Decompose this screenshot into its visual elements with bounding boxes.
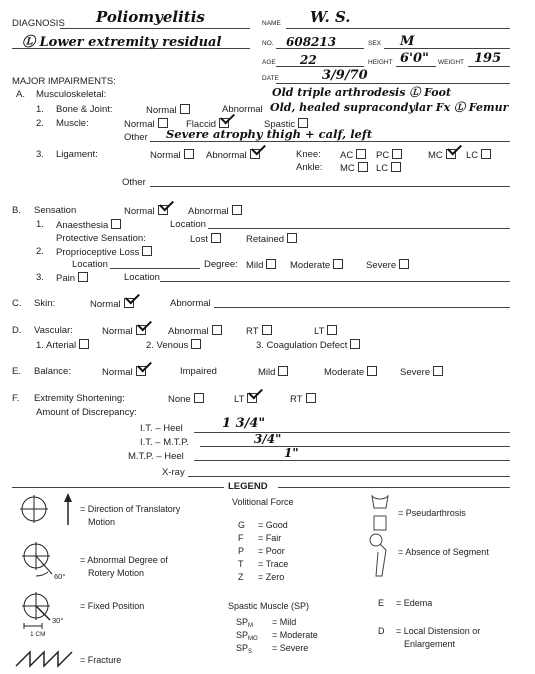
force-key: T [238,559,244,569]
force-value: = Good [258,520,288,530]
it-mtp-label: I.T. – M.T.P. [140,437,189,448]
no-label: NO. [262,40,274,47]
pain-location-label: Location [124,272,160,283]
lig-normal: Normal [150,149,194,161]
degree-severe: Severe [366,259,409,271]
force-value: = Fair [258,533,282,543]
cm-label: 1 CM [30,631,46,638]
bone-num: 1. [36,104,44,115]
force-key: Z [238,572,244,582]
protective-retained: Retained [246,233,297,245]
balance-severe: Severe [400,366,443,378]
absence-of-segment-icon [366,532,396,580]
sp-mild-key: $SP_M$ [236,617,254,629]
sensation-normal: Normal [124,205,168,217]
skin-label: Skin: [34,298,56,309]
ligament-label: Ligament: [56,149,98,160]
pain-checkbox[interactable] [78,272,88,282]
d-letter: D. [12,325,22,336]
vascular-abnormal-checkbox[interactable] [212,325,222,335]
bone-note1: Old triple arthrodesis Ⓛ Foot [272,86,452,99]
ankle-mc-checkbox[interactable] [358,162,368,172]
other2-label: Other [122,177,146,188]
deg30-label: 30° [52,616,64,625]
date-label: DATE [262,75,279,82]
force-key: G [238,520,246,530]
degree-mild-checkbox[interactable] [266,259,276,269]
anaesthesia: Anaesthesia [56,219,121,231]
rotary-text1: = Abnormal Degree of [80,555,168,565]
retained-checkbox[interactable] [287,233,297,243]
degree-severe-checkbox[interactable] [399,259,409,269]
degree-moderate: Moderate [290,259,343,271]
shortening-lt-checkbox[interactable] [247,393,257,403]
shortening-rt: RT [290,393,316,405]
sensation-label: Sensation [34,205,77,216]
sp-severe-key: $SP_S$ [236,643,253,655]
coag-checkbox[interactable] [350,339,360,349]
date-value: 3/9/70 [322,68,368,83]
anaesthesia-num: 1. [36,219,44,230]
force-value: = Trace [258,559,289,569]
bone-normal-checkbox[interactable] [180,104,190,114]
skin-normal-checkbox[interactable] [124,298,134,308]
volitional-force-item [238,572,284,582]
lost-checkbox[interactable] [211,233,221,243]
f-letter: F. [12,393,20,404]
anaesthesia-location-label: Location [170,219,206,230]
mtp-heel-label: M.T.P. – Heel [128,451,184,462]
force-value: = Zero [258,572,285,582]
discrepancy-label: Amount of Discrepancy: [36,407,137,418]
proprio: Proprioceptive Loss [56,246,152,258]
name-label: NAME [262,20,281,27]
pseudarthrosis-text: = Pseudarthrosis [398,508,466,518]
skin-abnormal-label: Abnormal [170,298,211,309]
shortening-rt-checkbox[interactable] [306,393,316,403]
arterial-checkbox[interactable] [79,339,89,349]
translatory-motion-icon [20,493,76,529]
muscle-flaccid: Flaccid [186,118,229,130]
coagulation: 3. Coagulation Defect [256,339,360,351]
height-label: HEIGHT [368,59,393,66]
knee-label: Knee: [296,149,321,160]
edema-text: = Edema [396,598,433,608]
pain-num: 3. [36,272,44,283]
diagnosis-label: DIAGNOSIS [12,18,65,29]
sex-value: M [400,34,415,49]
balance-severe-checkbox[interactable] [433,366,443,376]
sensation-abnormal-checkbox[interactable] [232,205,242,215]
distension-text1: = Local Distension or [396,626,481,636]
bone-abnormal: Abnormal [222,104,263,115]
balance-normal: Normal [102,366,146,378]
fixed-position-icon [20,590,70,636]
proprio-location-label: Location [72,259,108,270]
vascular-rt-checkbox[interactable] [262,325,272,335]
legend-title: LEGEND [228,481,268,492]
balance-normal-checkbox[interactable] [136,366,146,376]
vascular-normal-checkbox[interactable] [136,325,146,335]
protective-label: Protective Sensation: [56,233,146,244]
other-label: Other [124,132,148,143]
volitional-force-item [238,559,288,569]
deg60-label: 60° [54,572,66,581]
balance-label: Balance: [34,366,71,377]
shortening-label: Extremity Shortening: [34,393,125,404]
age-label: AGE [262,59,276,66]
fracture-text: = Fracture [80,655,122,665]
musculoskeletal-label: Musculoskeletal: [36,89,107,100]
knee-lc-checkbox[interactable] [481,149,491,159]
knee-ac-checkbox[interactable] [356,149,366,159]
it-mtp-value: 3/4" [254,432,282,446]
translatory-text2: Motion [88,517,116,527]
lig-normal-checkbox[interactable] [184,149,194,159]
lig-num: 3. [36,149,44,160]
muscle-normal: Normal [124,118,168,130]
bone-note2: Old, healed supracondylar Fx Ⓛ Femur [270,101,509,114]
protective-lost: Lost [190,233,221,245]
b-letter: B. [12,205,21,216]
diagnosis-line1: Poliomyelitis [96,8,205,26]
knee-lc: LC [466,149,491,161]
age-value: 22 [300,53,317,67]
force-key: F [238,533,244,543]
absence-text: = Absence of Segment [398,547,489,557]
pseudarthrosis-icon [366,494,396,532]
sp-moderate-key: $SP_{MO}$ [236,630,258,642]
c-letter: C. [12,298,22,309]
it-heel-label: I.T. – Heel [140,423,183,434]
shortening-none-checkbox[interactable] [194,393,204,403]
proprio-checkbox[interactable] [142,246,152,256]
fracture-icon [14,648,78,668]
translatory-text1: = Direction of Translatory [80,504,181,514]
diagnosis-line2: Ⓛ Lower extremity residual [22,35,222,50]
a-letter: A. [16,89,25,100]
ankle-lc: LC [376,162,401,174]
name-value: W. S. [310,8,351,26]
xray-label: X-ray [162,467,185,478]
force-key: P [238,546,245,556]
muscle-label: Muscle: [56,118,89,129]
sp-mild-text: = Mild [272,617,297,627]
volitional-title: Volitional Force [232,497,294,507]
vascular-label: Vascular: [34,325,73,336]
rotary-text2: Rotery Motion [88,568,145,578]
volitional-force-item [238,520,288,530]
knee-mc: MC [428,149,456,161]
lig-abnormal-checkbox[interactable] [250,149,260,159]
balance-mild-checkbox[interactable] [278,366,288,376]
fixed-text: = Fixed Position [80,601,145,611]
distension-text2: Enlargement [404,639,456,649]
vascular-lt-checkbox[interactable] [327,325,337,335]
bone-label: Bone & Joint: [56,104,113,115]
height-value: 6'0" [400,51,429,66]
knee-pc-checkbox[interactable] [392,149,402,159]
balance-moderate: Moderate [324,366,377,378]
balance-impaired-label: Impaired [180,366,217,377]
vascular-lt: LT [314,325,337,337]
degree-moderate-checkbox[interactable] [333,259,343,269]
knee-ac: AC [340,149,366,161]
force-value: = Poor [258,546,285,556]
proprio-num: 2. [36,246,44,257]
e-letter: E. [12,366,21,377]
sex-label: SEX [368,40,382,47]
volitional-force-item [238,533,281,543]
mtp-heel-value: 1" [284,446,299,460]
arterial: 1. Arterial [36,339,89,351]
venous: 2. Venous [146,339,201,351]
muscle-num: 2. [36,118,44,129]
knee-mc-checkbox[interactable] [446,149,456,159]
spastic-title: Spastic Muscle (SP) [228,601,310,611]
degree-label: Degree: [204,259,238,270]
lig-abnormal: Abnormal [206,149,260,161]
ankle-lc-checkbox[interactable] [391,162,401,172]
major-impairments-title: MAJOR IMPAIRMENTS: [12,76,116,87]
anaesthesia-checkbox[interactable] [111,219,121,229]
balance-moderate-checkbox[interactable] [367,366,377,376]
shortening-lt: LT [234,393,257,405]
muscle-spastic: Spastic [264,118,308,130]
bone-normal: Normal [146,104,190,116]
knee-pc: PC [376,149,402,161]
weight-value: 195 [474,51,502,66]
skin-normal: Normal [90,298,134,310]
distension-key: D [378,626,385,636]
no-value: 608213 [286,35,337,49]
venous-checkbox[interactable] [191,339,201,349]
sensation-normal-checkbox[interactable] [158,205,168,215]
sensation-abnormal: Abnormal [188,205,242,217]
weight-label: WEIGHT [438,59,464,66]
ankle-label: Ankle: [296,162,323,173]
volitional-force-item [238,546,285,556]
vascular-rt: RT [246,325,272,337]
ankle-mc: MC [340,162,368,174]
handwritten-mark [264,98,280,112]
edema-key: E [378,598,385,608]
sp-moderate-text: = Moderate [272,630,318,640]
shortening-none: None [168,393,204,405]
other-value: Severe atrophy thigh + calf, left [166,127,373,141]
balance-mild: Mild [258,366,288,378]
vascular-abnormal: Abnormal [168,325,222,337]
vascular-normal: Normal [102,325,146,337]
pain: Pain [56,272,88,284]
degree-mild: Mild [246,259,276,271]
it-heel-value: 1 3/4" [222,416,266,431]
sp-severe-text: = Severe [272,643,309,653]
